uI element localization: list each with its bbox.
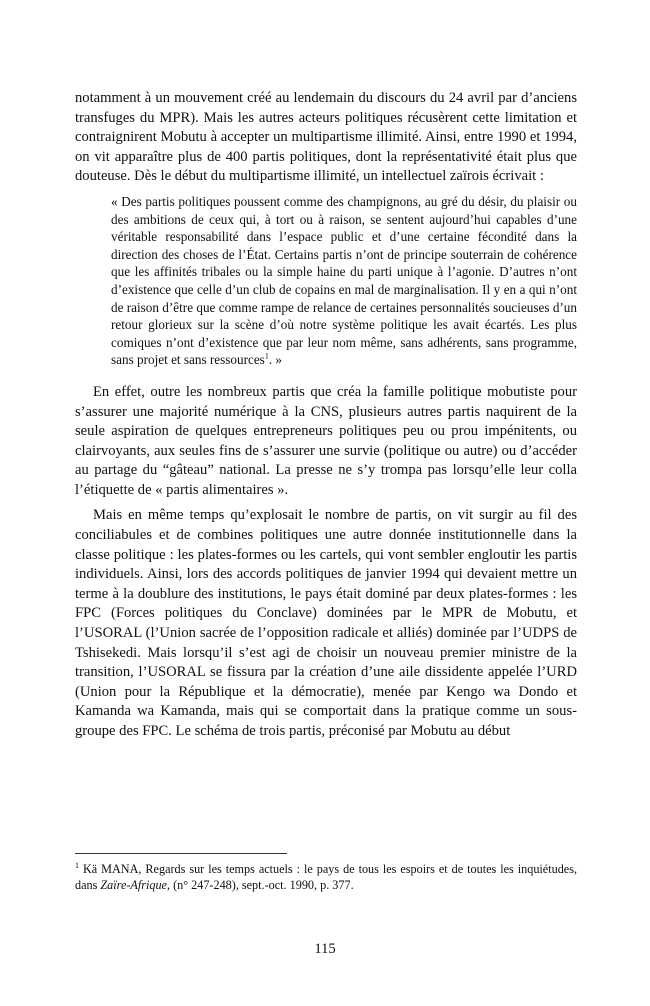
page-body (75, 89, 577, 742)
block-quote (111, 193, 577, 369)
paragraph-2: En effet, outre les nombreux partis que créa la famille politique mobutiste pour s’assurer une majorité numérique à la CNS, plusieurs autres partis naquirent de la seule aspiration de quelques entrepreneurs politiques peu ou prou impénitents, ou clairvoyants, aux seules fins de s’assurer une survie (politique ou autre) ou d’accéder au partage du “gâteau” national. La presse ne s’y trompa pas lorsqu’elle leur colla l’étiquette de « partis alimentaires ». (75, 383, 577, 498)
quote-text: « Des partis politiques poussent comme des champignons, au gré du désir, du plaisir ou des ambitions de ceux qui, à tort ou à raison, se sentent aujourd’hui capables d’une véritable responsabilité dans l’espace public et d’une certaine fécondité dans la direction des choses de l’État. Certains partis n’ont de principe souterrain de cohérence que les affinités tribales ou la simple haine du parti unique à l’agonie. D’autres n’ont d’existence que celle d’un club de copains en mal de marginalisation. Il y en a qui n’ont de raison d’être que comme rampe de relance de certaines personnalités soucieuses d’un retour glorieux sur la scène d’où notre système politique les avait écartés. Les plus comiques n’ont d’existence que par leur nom même, sans adhérents, sans programme, sans projet et sans ressources (111, 193, 577, 368)
paragraph-1: notamment à un mouvement créé au lendemain du discours du 24 avril par d’anciens transfuges du MPR). Mais les autres acteurs politiques récusèrent cette limitation et contraignirent Mobutu à accepter un multipartisme illimité. Ainsi, entre 1990 et 1994, on vit apparaître plus de 400 partis politiques, dont la représentativité était plus que douteuse. Dès le début du multipartisme illimité, un intellectuel zaïrois écrivait : (75, 90, 577, 185)
footnote-text-before: Kä MANA, Regards sur les temps actuels : le pays de tous les espoirs et de toutes les inquiétudes, dans (75, 862, 577, 892)
footnote (75, 861, 577, 893)
footnote-text-after: , (n° 247-248), sept.-oct. 1990, p. 377. (166, 878, 354, 892)
quote-closing: . » (268, 352, 283, 368)
page-number: 115 (314, 941, 336, 957)
footnote-number: 1 (75, 860, 79, 870)
footnote-journal-title: Zaïre-Afrique (100, 878, 167, 892)
footnote-reference[interactable]: 1 (264, 351, 269, 361)
footnote-divider (75, 853, 287, 854)
paragraph-3: Mais en même temps qu’explosait le nombre de partis, on vit surgir au fil des conciliabules et de combines politiques une autre donnée institutionnelle dans la classe politique : les plates-formes ou les cartels, qui vont sembler engloutir les partis individuels. Ainsi, lors des accords politiques de janvier 1994 qui devaient mettre un terme à la doublure des institutions, le pays était dominé par deux plates-formes : les FPC (Forces politiques du Conclave) dominées par le MPR de Mobutu, et l’USORAL (l’Union sacrée de l’opposition radicale et alliés) dominée par l’UDPS de Tshisekedi. Mais lorsqu’il s’est agi de choisir un nouveau premier ministre de la transition, l’USORAL se fissura par la création d’une aile dissidente appelée l’URD (Union pour la République et la démocratie), menée par Kengo wa Dondo et Kamanda wa Kamanda, mais qui se comportait dans la pratique comme un sous-groupe des FPC. Le schéma de trois partis, préconisé par Mobutu au début (75, 507, 577, 739)
